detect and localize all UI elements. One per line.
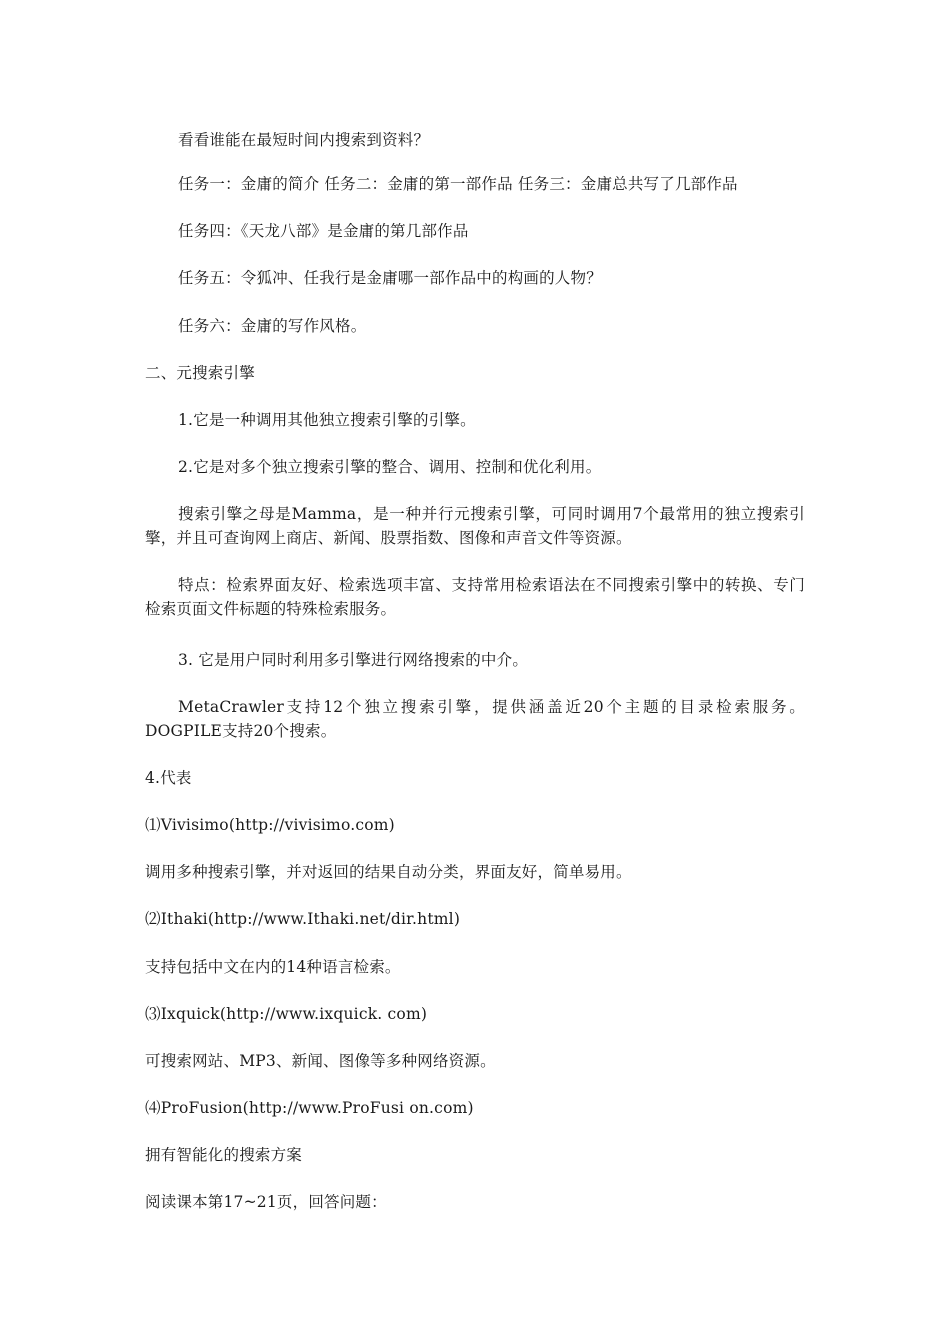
features-paragraph: 特点：检索界面友好、检索选项丰富、支持常用检索语法在不同搜索引擎中的转换、专门检索页面文件标题的特殊检索服务。 — [145, 576, 805, 618]
representatives-heading: 4.代表 — [145, 769, 192, 787]
metacrawler-paragraph: MetaCrawler支持12个独立搜索引擎，提供涵盖近20个主题的目录检索服务。DOGPILE支持20个搜索。 — [145, 698, 805, 740]
rep-ithaki: ⑵Ithaki(http://www.Ithaki.net/dir.html) — [145, 910, 461, 928]
task-6: 任务六：金庸的写作风格。 — [178, 317, 367, 335]
point-2: 2.它是对多个独立搜索引擎的整合、调用、控制和优化利用。 — [178, 458, 602, 476]
mamma-paragraph: 搜索引擎之母是Mamma，是一种并行元搜索引擎，可同时调用7个最常用的独立搜索引擎，并且可查询网上商店、新闻、股票指数、图像和声音文件等资源。 — [145, 505, 805, 547]
task-4: 任务四：《天龙八部》是金庸的第几部作品 — [178, 222, 469, 240]
rep-vivisimo: ⑴Vivisimo(http://vivisimo.com) — [145, 816, 395, 834]
task-5: 任务五：令狐冲、任我行是金庸哪一部作品中的构画的人物？ — [178, 269, 602, 287]
point-1: 1.它是一种调用其他独立搜索引擎的引擎。 — [178, 411, 476, 429]
reading-instruction: 阅读课本第17~21页，回答问题： — [145, 1193, 387, 1211]
rep-vivisimo-desc: 调用多种搜索引擎，并对返回的结果自动分类，界面友好，简单易用。 — [145, 863, 632, 881]
task-1-2-3: 任务一：金庸的简介 任务二：金庸的第一部作品 任务三：金庸总共写了几部作品 — [178, 175, 738, 193]
intro-question: 看看谁能在最短时间内搜索到资料？ — [178, 131, 430, 149]
point-3: 3. 它是用户同时利用多引擎进行网络搜索的中介。 — [178, 651, 529, 669]
rep-profusion: ⑷ProFusion(http://www.ProFusi on.com) — [145, 1099, 474, 1117]
rep-ixquick: ⑶Ixquick(http://www.ixquick. com) — [145, 1005, 428, 1023]
section-heading-meta-search: 二、元搜索引擎 — [145, 364, 255, 382]
rep-ithaki-desc: 支持包括中文在内的14种语言检索。 — [145, 958, 401, 976]
rep-ixquick-desc: 可搜索网站、MP3、新闻、图像等多种网络资源。 — [145, 1052, 496, 1070]
rep-profusion-desc: 拥有智能化的搜索方案 — [145, 1146, 303, 1164]
